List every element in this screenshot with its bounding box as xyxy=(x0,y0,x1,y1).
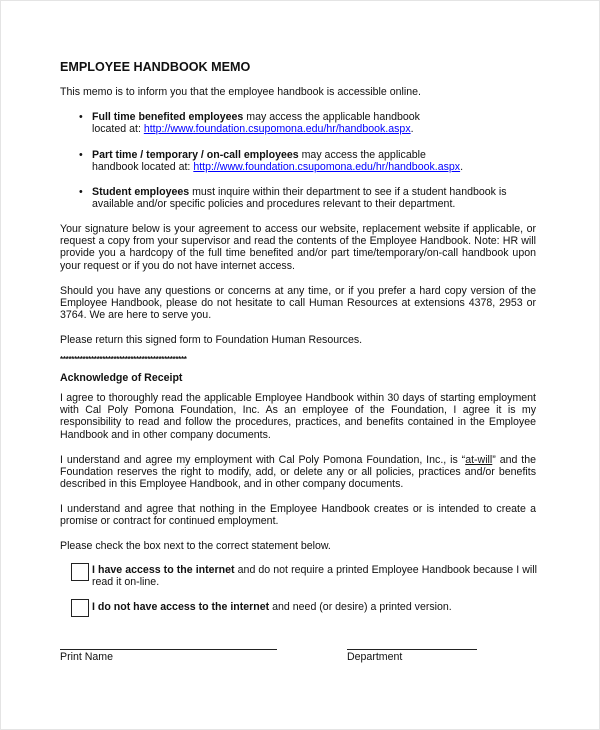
return-instructions: Please return this signed form to Foundation Human Resources. xyxy=(60,334,363,346)
ack-heading: Acknowledge of Receipt xyxy=(60,372,183,384)
department-signature-line[interactable] xyxy=(347,649,477,650)
internet-access-checkbox[interactable] xyxy=(71,563,89,581)
bullet-text: located at: xyxy=(92,123,144,136)
option-bold: I do not have access to the internet xyxy=(92,601,270,613)
agreement-paragraph: Your signature below is your agreement to access our website, replacement website if applicable, or request a copy from your supervisor and read the contents of the Employee Handbook. Note: HR will provide you a hardcopy of the full time benefited and/or part time/temporary/on-call handbook upon your request or if you do not have internet access. xyxy=(60,223,536,272)
bullet-bold: Full time benefited employees xyxy=(92,111,244,123)
ack-paragraph-2 xyxy=(60,454,536,491)
bullet-bold: Student employees xyxy=(92,186,190,198)
option-text: and need (or desire) a printed version. xyxy=(269,601,452,613)
bullet-text: may access the applicable xyxy=(298,149,426,161)
bullet-text: may access the applicable handbook xyxy=(243,111,420,123)
department-label: Department xyxy=(347,651,403,663)
questions-paragraph: Should you have any questions or concerns at any time, or if you prefer a hard copy version of the Employee Handbook, please do not hesitate to call Human Resources at extensions 4378, 2953 or 3764. We are here to serve you. xyxy=(60,285,536,322)
bullet-icon: • xyxy=(79,186,83,198)
page-title: EMPLOYEE HANDBOOK MEMO xyxy=(60,60,251,74)
period: . xyxy=(460,161,464,174)
separator: ********************************************* xyxy=(60,355,187,364)
print-name-signature-line[interactable] xyxy=(60,649,277,650)
intro-text: This memo is to inform you that the employee handbook is accessible online. xyxy=(60,86,421,98)
handbook-link[interactable]: http://www.foundation.csupomona.edu/hr/handbook.aspx xyxy=(143,123,411,136)
text: ” and the Foundation reserves the right to modify, add, or delete any or all policies, practices and/or benefits described in this Employee Handbook, and in other company documents. xyxy=(60,454,536,491)
option-bold: I have access to the internet xyxy=(92,564,235,576)
bullet-text: must inquire within their department to see if a student handbook is available and/or specific policies and procedures relevant to their department. xyxy=(92,186,507,211)
text: I understand and agree my employment with Cal Poly Pomona Foundation, Inc., is “ xyxy=(60,454,466,466)
bullet-bold: Part time / temporary / on-call employees xyxy=(92,149,299,161)
print-name-label: Print Name xyxy=(60,651,113,663)
bullet-icon: • xyxy=(79,111,83,123)
bullet-full-time xyxy=(92,111,512,135)
at-will-term: at-will xyxy=(465,454,493,466)
check-prompt: Please check the box next to the correct statement below. xyxy=(60,540,331,552)
bullet-text: handbook located at: xyxy=(92,161,194,174)
bullet-student xyxy=(92,186,522,210)
ack-paragraph-1: I agree to thoroughly read the applicable Employee Handbook within 30 days of starting employment with Cal Poly Pomona Foundation, Inc. As an employee of the Foundation, I agree it is my responsibility to read and follow the procedures, practices, and benefits contained in the Employee Handbook and in other company documents. xyxy=(60,392,536,441)
period: . xyxy=(410,123,414,136)
option-text: and do not require a printed Employee Handbook because I will read it on-line. xyxy=(92,564,537,589)
handbook-link[interactable]: http://www.foundation.csupomona.edu/hr/handbook.aspx xyxy=(193,161,461,174)
no-internet-access-checkbox[interactable] xyxy=(71,599,89,617)
bullet-part-time xyxy=(92,149,512,173)
bullet-icon: • xyxy=(79,149,83,161)
ack-paragraph-3: I understand and agree that nothing in the Employee Handbook creates or is intended to create a promise or contract for continued employment. xyxy=(60,503,536,528)
option-no-internet xyxy=(92,601,537,613)
option-internet-access xyxy=(92,564,537,588)
